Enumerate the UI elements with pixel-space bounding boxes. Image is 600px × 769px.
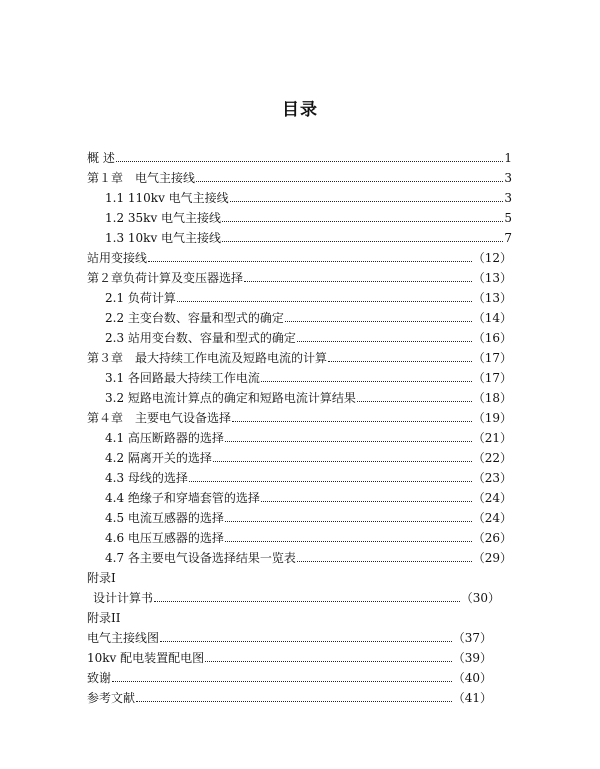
toc-entry-label: 3.2 短路电流计算点的确定和短路电流计算结果 bbox=[105, 391, 356, 405]
toc-entry-label: 1.3 10kv 电气主接线 bbox=[105, 231, 222, 245]
toc-entry-chapter-3 bbox=[87, 348, 512, 368]
dot-leader bbox=[189, 481, 472, 482]
toc-entry-chapter-4 bbox=[87, 408, 512, 428]
toc-entry-label: 2.2 主变台数、容量和型式的确定 bbox=[105, 311, 284, 325]
toc-entry-label: 附录Ⅰ bbox=[87, 571, 116, 585]
toc-entry-chapter-1 bbox=[87, 168, 512, 188]
toc-entry-page: （17） bbox=[472, 351, 512, 365]
toc-entry-4-5 bbox=[105, 508, 512, 528]
toc-entry-page: （30） bbox=[460, 591, 500, 605]
toc-entry-label: 参考文献 bbox=[87, 691, 136, 705]
toc-entry-page: （40） bbox=[452, 671, 492, 685]
toc-entry-page: 1 bbox=[504, 151, 512, 165]
dot-leader bbox=[297, 561, 472, 562]
toc-entry-page: （22） bbox=[472, 451, 512, 465]
toc-entry-chapter-2 bbox=[87, 268, 512, 288]
toc-entry-4-6 bbox=[105, 528, 512, 548]
toc-entry-page: 5 bbox=[504, 211, 512, 225]
toc-entry-page: （41） bbox=[452, 691, 492, 705]
dot-leader bbox=[213, 461, 472, 462]
dot-leader bbox=[261, 501, 472, 502]
toc-entry-4-2 bbox=[105, 448, 512, 468]
toc-entry-label: 站用变接线 bbox=[87, 251, 148, 265]
toc-entry-design-calculations bbox=[93, 588, 500, 608]
toc-entry-page: （21） bbox=[472, 431, 512, 445]
dot-leader bbox=[116, 161, 504, 162]
toc-entry-label: 4.5 电流互感器的选择 bbox=[105, 511, 224, 525]
toc-entry-1-1 bbox=[105, 188, 512, 208]
toc-entry-1-3 bbox=[105, 228, 512, 248]
dot-leader bbox=[328, 361, 472, 362]
dot-leader bbox=[297, 341, 472, 342]
toc-entry-page: 3 bbox=[504, 171, 512, 185]
dot-leader bbox=[357, 401, 472, 402]
toc-entry-page: （17） bbox=[472, 371, 512, 385]
toc-entry-label: 1.2 35kv 电气主接线 bbox=[105, 211, 222, 225]
toc-entry-label: 2.3 站用变台数、容量和型式的确定 bbox=[105, 331, 296, 345]
toc-entry-2-2 bbox=[105, 308, 512, 328]
toc-entry-label: 概 述 bbox=[87, 151, 115, 165]
toc-entry-label: 4.2 隔离开关的选择 bbox=[105, 451, 212, 465]
toc-entry-label: 10kv 配电装置配电图 bbox=[87, 651, 205, 665]
toc-entry-page: （12） bbox=[472, 251, 512, 265]
toc-entry-page: （24） bbox=[472, 491, 512, 505]
toc-entry-label: 2.1 负荷计算 bbox=[105, 291, 176, 305]
dot-leader bbox=[285, 321, 472, 322]
dot-leader bbox=[112, 681, 452, 682]
toc-entry-2-1 bbox=[105, 288, 512, 308]
toc-entry-page: 3 bbox=[504, 191, 512, 205]
toc-entry-page: （37） bbox=[452, 631, 492, 645]
page-title: 目录 bbox=[282, 100, 318, 120]
toc-entry-1-2 bbox=[105, 208, 512, 228]
dot-leader bbox=[222, 221, 503, 222]
toc-entry-overview bbox=[87, 148, 512, 168]
toc-entry-page: （18） bbox=[472, 391, 512, 405]
toc-entry-main-wiring-diagram bbox=[87, 628, 492, 648]
toc-entry-4-4 bbox=[105, 488, 512, 508]
dot-leader bbox=[177, 301, 472, 302]
dot-leader bbox=[225, 521, 472, 522]
toc-entry-page: （19） bbox=[472, 411, 512, 425]
toc-entry-3-1 bbox=[105, 368, 512, 388]
toc-entry-2-3 bbox=[105, 328, 512, 348]
toc-entry-label: 附录ⅠⅠ bbox=[87, 611, 121, 625]
toc-entry-station-transformer bbox=[87, 248, 512, 268]
dot-leader bbox=[261, 381, 472, 382]
dot-leader bbox=[230, 201, 504, 202]
toc-entry-label: 4.1 高压断路器的选择 bbox=[105, 431, 224, 445]
dot-leader bbox=[160, 641, 452, 642]
toc-entry-3-2 bbox=[105, 388, 512, 408]
toc-entry-page: （39） bbox=[452, 651, 492, 665]
toc-entry-label: 4.4 绝缘子和穿墙套管的选择 bbox=[105, 491, 260, 505]
toc-entry-label: 电气主接线图 bbox=[87, 631, 160, 645]
dot-leader bbox=[196, 181, 503, 182]
dot-leader bbox=[154, 601, 460, 602]
dot-leader bbox=[225, 441, 472, 442]
dot-leader bbox=[136, 701, 452, 702]
toc-entry-page: （14） bbox=[472, 311, 512, 325]
toc-entry-page: （16） bbox=[472, 331, 512, 345]
dot-leader bbox=[232, 421, 472, 422]
toc-entry-appendix-2 bbox=[87, 608, 512, 628]
toc-entry-label: 1.1 110kv 电气主接线 bbox=[105, 191, 229, 205]
toc-entry-label: 第２章负荷计算及变压器选择 bbox=[87, 271, 244, 285]
toc-entry-page: （13） bbox=[472, 271, 512, 285]
toc-entry-label: 第３章 最大持续工作电流及短路电流的计算 bbox=[87, 351, 328, 365]
toc-entry-label: 第１章 电气主接线 bbox=[87, 171, 196, 185]
toc-entry-4-3 bbox=[105, 468, 512, 488]
toc-entry-page: （13） bbox=[472, 291, 512, 305]
toc-entry-4-1 bbox=[105, 428, 512, 448]
dot-leader bbox=[225, 541, 472, 542]
toc-entry-4-7 bbox=[105, 548, 512, 568]
toc-entry-label: 4.3 母线的选择 bbox=[105, 471, 188, 485]
toc-entry-label: 第４章 主要电气设备选择 bbox=[87, 411, 232, 425]
toc-entry-page: 7 bbox=[504, 231, 512, 245]
toc-entry-label: 3.1 各回路最大持续工作电流 bbox=[105, 371, 260, 385]
toc-entry-label: 4.7 各主要电气设备选择结果一览表 bbox=[105, 551, 296, 565]
dot-leader bbox=[244, 281, 472, 282]
toc-entry-acknowledgements bbox=[87, 668, 492, 688]
toc-entry-appendix-1 bbox=[87, 568, 512, 588]
dot-leader bbox=[205, 661, 452, 662]
toc-entry-label: 致谢 bbox=[87, 671, 112, 685]
toc-entry-label: 设计计算书 bbox=[93, 591, 154, 605]
toc-entry-page: （29） bbox=[472, 551, 512, 565]
dot-leader bbox=[222, 241, 503, 242]
toc-entry-10kv-switchgear-diagram bbox=[87, 648, 492, 668]
toc-entry-page: （23） bbox=[472, 471, 512, 485]
toc-entry-references bbox=[87, 688, 492, 708]
toc-entry-page: （24） bbox=[472, 511, 512, 525]
toc-entry-page: （26） bbox=[472, 531, 512, 545]
dot-leader bbox=[148, 261, 472, 262]
toc-entry-label: 4.6 电压互感器的选择 bbox=[105, 531, 224, 545]
